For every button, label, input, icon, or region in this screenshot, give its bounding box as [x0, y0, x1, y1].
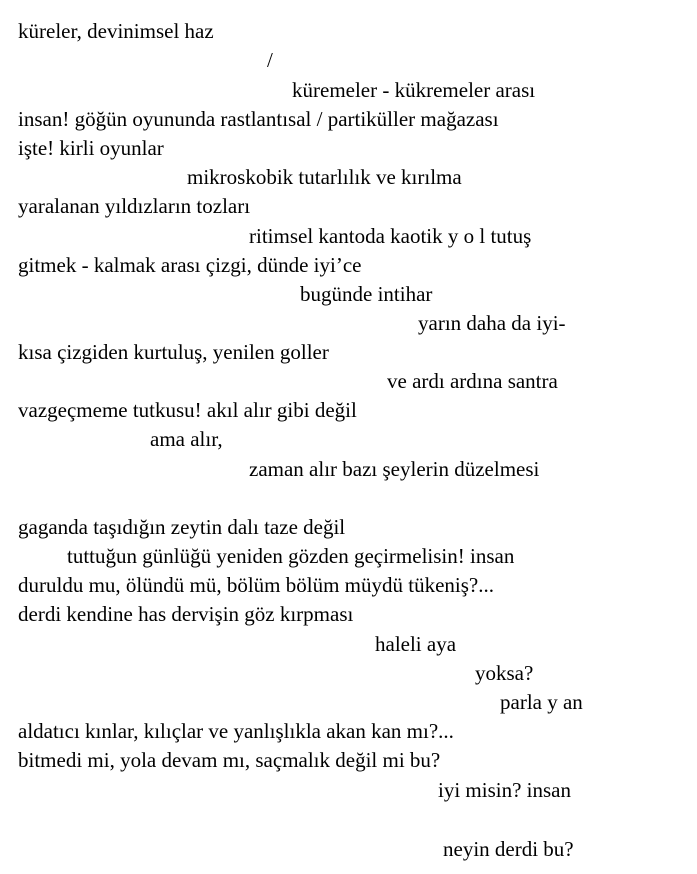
- poem-line: gitmek - kalmak arası çizgi, dünde iyi’ce: [18, 253, 362, 277]
- poem-line: tuttuğun günlüğü yeniden gözden geçirmelisin! insan: [67, 544, 515, 568]
- poem-line: küreler, devinimsel haz: [18, 19, 214, 43]
- poem-line: mikroskobik tutarlılık ve kırılma: [187, 165, 462, 189]
- poem-line: haleli aya: [375, 632, 457, 656]
- poem-line: aldatıcı kınlar, kılıçlar ve yanlışlıkla akan kan mı?...: [18, 719, 454, 743]
- poem-line: küremeler - kükremeler arası: [292, 78, 536, 102]
- poem-line: ritimsel kantoda kaotik y o l tutuş: [249, 224, 532, 248]
- poem-line: işte! kirli oyunlar: [18, 136, 164, 160]
- poem-line: yarın daha da iyi-: [418, 311, 566, 335]
- poem-line: parla y an: [500, 690, 583, 714]
- poem-line: yaralanan yıldızların tozları: [18, 194, 251, 218]
- poem-line: iyi misin? insan: [438, 778, 571, 802]
- poem-line: vazgeçmeme tutkusu! akıl alır gibi değil: [18, 398, 357, 422]
- poem-line: kısa çizgiden kurtuluş, yenilen goller: [18, 340, 329, 364]
- poem-line: neyin derdi bu?: [443, 837, 574, 861]
- poem-line: /: [267, 48, 273, 72]
- poem-line: ve ardı ardına santra: [387, 369, 558, 393]
- poem-line: ama alır,: [150, 427, 223, 451]
- poem-line: gaganda taşıdığın zeytin dalı taze değil: [18, 515, 346, 539]
- poem-line: duruldu mu, ölündü mü, bölüm bölüm müydü tükeniş?...: [18, 573, 494, 597]
- poem-line: insan! göğün oyununda rastlantısal / partiküller mağazası: [18, 107, 499, 131]
- poem-line: zaman alır bazı şeylerin düzelmesi: [249, 457, 540, 481]
- poem-line: bugünde intihar: [300, 282, 433, 306]
- poem-line: yoksa?: [475, 661, 534, 685]
- poem-line: derdi kendine has dervişin göz kırpması: [18, 602, 354, 626]
- poem-line: bitmedi mi, yola devam mı, saçmalık değil mi bu?: [18, 748, 441, 772]
